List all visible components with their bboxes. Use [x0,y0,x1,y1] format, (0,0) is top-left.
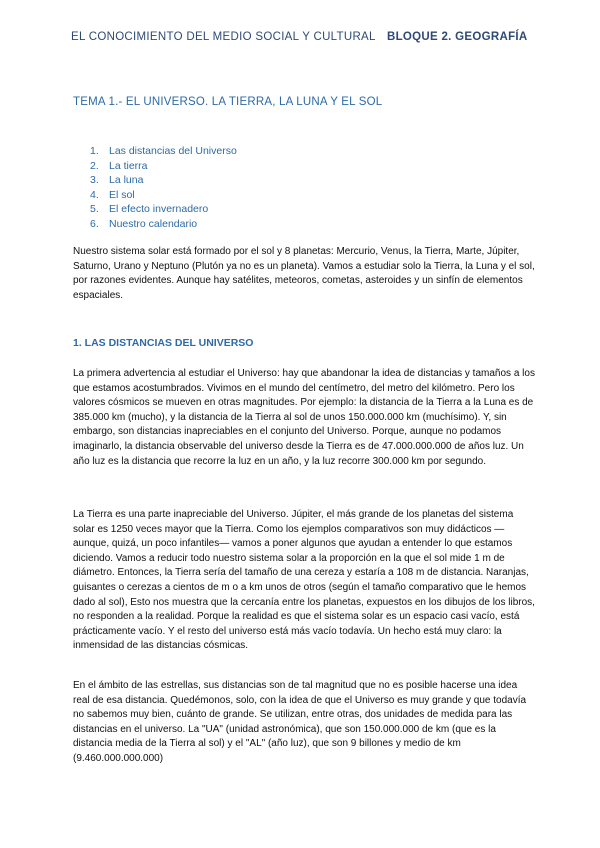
toc-label: Nuestro calendario [109,217,198,230]
intro-paragraph: Nuestro sistema solar está formado por el sol y 8 planetas: Mercurio, Venus, la Tierra, Marte, Júpiter, Saturno, Urano y Neptuno (Plutón ya no es un planeta). Vamos a estudiar solo la Tierra, la Luna y el sol, por razones evidentes. Aunque hay satélites, meteoros, cometas, asteroides y un sinfín de elementos espaciales. [73,246,535,301]
toc-item [90,202,237,217]
toc-item [90,217,237,232]
toc-label: Las distancias del Universo [109,145,237,157]
block-title: BLOQUE 2. GEOGRAFÍA [387,31,528,43]
toc-number: 1. [90,145,99,157]
subject-title: EL CONOCIMIENTO DEL MEDIO SOCIAL Y CULTURAL [71,31,376,43]
page-header [0,0,600,60]
table-of-contents [90,144,237,232]
section-heading: 1. LAS DISTANCIAS DEL UNIVERSO [73,337,254,349]
toc-number: 3. [90,174,99,187]
toc-item [90,173,237,188]
page-title: TEMA 1.- EL UNIVERSO. LA TIERRA, LA LUNA Y EL SOL [73,96,383,108]
toc-item [90,188,237,203]
toc-item [90,144,237,159]
toc-label: El sol [109,188,135,201]
toc-label: La tierra [109,159,148,172]
toc-number: 5. [90,203,99,216]
toc-item [90,159,237,174]
toc-number: 4. [90,188,99,201]
body-paragraph: La Tierra es una parte inapreciable del Universo. Júpiter, el más grande de los planetas del sistema solar es 1250 veces mayor que la Tierra. Como los ejemplos comparativos son muy didácticos —aunque, quizá, un poco infantiles— vamos a poner algunos que ayudan a entender lo que estamos diciendo. Vamos a reducir todo nuestro sistema solar a la proporción en la que el sol mide 1 m de diámetro. Entonces, la Tierra sería del tamaño de una cereza y estaría a 108 m de distancia. Naranjas, guisantes o cerezas a cientos de m o a km unos de otros (según el tamaño comparativo que le hemos dado al sol), Esto nos muestra que la cercanía entre los planetas, expuestos en los dibujos de los libros, no responden a la realidad. Porque la realidad es que el sistema solar es un espacio casi vacío, está prácticamente vacío. Y el resto del universo está más vacío todavía. Un hecho está muy claro: la inmensidad de las distancias cósmicas. [73,509,535,652]
toc-label: El efecto invernadero [109,203,209,216]
toc-label: La luna [109,174,144,187]
body-paragraph: En el ámbito de las estrellas, sus distancias son de tal magnitud que no es posible hacerse una idea real de esa distancia. Quedémonos, solo, con la idea de que el Universo es muy grande y que todavía no sabemos muy bien, cuánto de grande. Se utilizan, entre otras, dos unidades de medida para las distancias en el universo. La "UA" (unidad astronómica), que son 150.000.000 de km (que es la distancia media de la Tierra al sol) y el "AL" (año luz), que son 9 billones y medio de km (9.460.000.000.000) [73,680,527,764]
body-paragraph: La primera advertencia al estudiar el Universo: hay que abandonar la idea de distancias y tamaños a los que estamos acostumbrados. Vivimos en el mundo del centímetro, del metro del kilómetro. Pero los valores cósmicos se mueven en otras magnitudes. Por ejemplo: la distancia de la Tierra a la Luna es de 385.000 km (mucho), y la distancia de la Tierra al sol de unos 150.000.000 km (muchísimo). Y, sin embargo, son distancias inapreciables en el conjunto del Universo. Porque, aunque no podamos imaginarlo, la distancia observable del universo desde la Tierra es de 47.000.000.000 de años luz. Un año luz es la distancia que recorre la luz en un año, y la luz recorre 300.000 km por segundo. [73,368,535,467]
toc-number: 2. [90,159,99,172]
toc-number: 6. [90,217,99,230]
